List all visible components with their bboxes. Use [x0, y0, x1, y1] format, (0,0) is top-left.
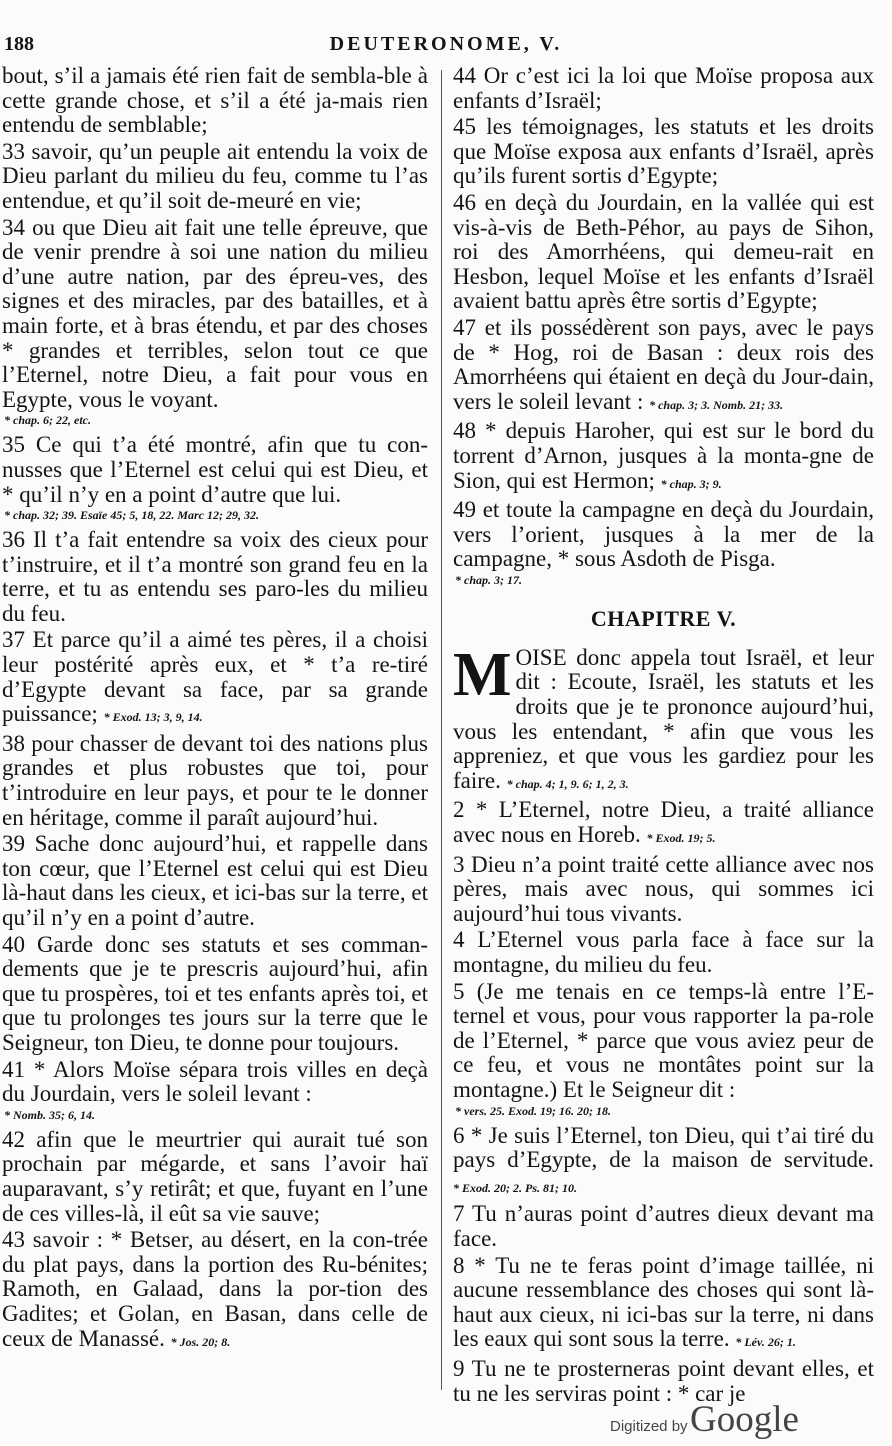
verse-text: OISE donc appela tout Israël, et leur dit : Ecoute, Israël, les statuts et les droits que je te prononce aujourd’hui, vous les entendant, * afin que vous les appreniez, et que vous les gardiez pour les faire. [453, 644, 874, 793]
verse-text: 40 Garde donc ses statuts et ses comman-dements que je te prescris aujourd’hui, afin que tu prospères, toi et tes enfants après toi, et que tu prolonges tes jours sur la terre que le Seigneur, ton Dieu, te donne pour toujours. [2, 931, 428, 1055]
verse [2, 732, 428, 830]
verse [453, 1254, 874, 1355]
verse [2, 1058, 428, 1107]
verse [453, 115, 874, 189]
google-logo: Google [690, 1399, 799, 1440]
verse [453, 798, 874, 850]
verse-text: 43 savoir : * Betser, au désert, en la con-trée du plat pays, dans la portion des Ru-bénites; Ramoth, en Galaad, dans la por-tion des Gadites; et Golan, en Basan, dans celle de ceux de Manassé. [2, 1227, 428, 1351]
verse [2, 1228, 428, 1354]
verse-text: 36 Il t’a fait entendre sa voix des cieux pour t’instruire, et il t’a montré son grand feu en la terre, et tu as entendu ses paro-les du milieu du feu. [2, 527, 428, 626]
cross-reference: * Jos. 20; 8. [170, 1334, 231, 1349]
cross-reference: * Exod. 19; 5. [646, 831, 716, 846]
cross-reference-note: * chap. 3; 17. [455, 572, 522, 587]
verse [453, 498, 874, 572]
verse [453, 191, 874, 314]
verse-text: 39 Sache donc aujourd’hui, et rappelle dans ton cœur, que l’Eternel est celui qui est Dieu là-haut dans les cieux, et ici-bas sur la terre, et qu’il n’y en a point d’autre. [2, 831, 428, 930]
verse [2, 64, 428, 138]
verse [453, 1124, 874, 1201]
verse-text: 2 * L’Eternel, notre Dieu, a traité alliance avec nous en Horeb. [453, 797, 874, 848]
left-column [2, 64, 428, 1356]
verse-text: 3 Dieu n’a point traité cette alliance avec nos pères, mais avec nous, qui sommes ici aujourd’hui tous vivants. [453, 851, 874, 926]
verse [2, 528, 428, 626]
verse [453, 640, 874, 797]
right-column [453, 64, 874, 1408]
verse-text: 6 * Je suis l’Eternel, ton Dieu, qui t’ai tiré du pays d’Egypte, de la maison de servitude. [453, 1122, 874, 1173]
page-number: 188 [4, 33, 34, 55]
right-column-verses [453, 64, 874, 588]
cross-reference-note: * Nomb. 35; 6, 14. [4, 1107, 95, 1122]
verse-text: 8 * Tu ne te feras point d’image taillée, ni aucune ressemblance des choses qui sont là-haut aux cieux, ni ici-bas sur la terre, ni dans les eaux qui sont sous la terre. [453, 1252, 874, 1352]
verse-text: 7 Tu n’auras point d’autres dieux devant ma face. [453, 1201, 874, 1251]
verse-text: 37 Et parce qu’il a aimé tes pères, il a choisi leur postérité après eux, et * t’a re-tiré d’Egypte devant sa face, par sa grande puissance; [2, 627, 428, 727]
chapter-body [453, 640, 874, 1406]
verse [453, 928, 874, 977]
verse [2, 832, 428, 930]
verse [2, 933, 428, 1056]
verse [453, 316, 874, 417]
cross-reference-note: * chap. 6; 22, etc. [4, 413, 91, 428]
verse-text: 45 les témoignages, les statuts et les droits que Moïse exposa aux enfants d’Israël, après qu’ils furent sortis d’Egypte; [453, 114, 874, 189]
column-divider [441, 70, 442, 1390]
cross-reference: * Exod. 13; 3, 9, 14. [103, 710, 203, 725]
verse [453, 419, 874, 496]
cross-reference: * chap. 3; 9. [660, 476, 722, 491]
cross-reference-note: * chap. 32; 39. Esaïe 45; 5, 18, 22. Marc 12; 29, 32. [4, 508, 259, 523]
verse [453, 853, 874, 927]
verse-text: 5 (Je me tenais en ce temps-là entre l’E-ternel et vous, pour vous rapporter la pa-role de l’Eternel, * parce que vous aviez peur de ce feu, et vous ne montâtes point sur la montagne.) Et le Seigneur dit : [453, 978, 874, 1102]
verse-text: 44 Or c’est ici la loi que Moïse proposa aux enfants d’Israël; [453, 63, 874, 113]
verse-text: bout, s’il a jamais été rien fait de sembla-ble à cette grande chose, et s’il a été ja-mais rien entendu de semblable; [2, 63, 428, 138]
verse-text: 46 en deçà du Jourdain, en la vallée qui est vis-à-vis de Beth-Péhor, au pays de Sihon, roi des Amorrhéens, qui demeu-rait en Hesbon, lequel Moïse et les enfants d’Israël avaient battu après être sortis d’Egypte; [453, 189, 874, 314]
verse-text: 35 Ce qui t’a été montré, afin que tu con-nusses que l’Eternel est celui qui est Dieu, et * qu’il n’y en a point d’autre que lui. [2, 432, 428, 507]
chapter-heading: CHAPITRE V. [590, 605, 737, 631]
verse-text: 48 * depuis Haroher, qui est sur le bord du torrent d’Arnon, jusques à la monta-gne de Sion, qui est Hermon; [453, 418, 874, 493]
verse-text: 47 et ils possédèrent son pays, avec le pays de * Hog, roi de Basan : deux rois des Amorrhéens qui étaient en deçà du Jour-dain, vers le soleil levant : [453, 314, 874, 414]
cross-reference: * Exod. 20; 2. Ps. 81; 10. [453, 1180, 577, 1195]
verse [2, 216, 428, 413]
verse [453, 1202, 874, 1251]
verse [2, 628, 428, 729]
verse-text: 38 pour chasser de devant toi des nations plus grandes et plus robustes que toi, pour t’introduire en leur pays, et pour te le donner en héritage, comme il paraît aujourd’hui. [2, 730, 428, 830]
cross-reference: * Lév. 26; 1. [735, 1335, 796, 1350]
watermark [610, 1399, 880, 1442]
verse-text: 42 afin que le meurtrier qui aurait tué son prochain par mégarde, et sans l’avoir haï auparavant, s’y retirât; et que, fuyant en l’une de ces villes-là, il eût sa vie sauve; [2, 1126, 428, 1226]
verse-text: 34 ou que Dieu ait fait une telle épreuve, que de venir prendre à soi une nation du milieu d’une autre nation, par des épreu-ves, des signes et des miracles, par des batailles, et à main forte, et à bras étendu, et par des choses * grandes et terribles, selon tout ce que l’Eternel, notre Dieu, a fait pour vous en Egypte, vous le voyant. [2, 214, 428, 412]
verse [2, 433, 428, 507]
running-title: DEUTERONOME, V. [329, 33, 563, 55]
cross-reference: * chap. 4; 1, 9. 6; 1, 2, 3. [506, 776, 629, 791]
verse [453, 1357, 874, 1406]
verse-text: 41 * Alors Moïse sépara trois villes en deçà du Jourdain, vers le soleil levant : [2, 1056, 428, 1107]
verse-text: 9 Tu ne te prosterneras point devant elles, et tu ne les serviras point : * car je [453, 1355, 874, 1406]
verse [453, 980, 874, 1103]
verse-text: 4 L’Eternel vous parla face à face sur la montagne, du milieu du feu. [453, 927, 874, 977]
verse-text: 33 savoir, qu’un peuple ait entendu la voix de Dieu parlant du milieu du feu, comme tu l’as entendue, et qu’il soit de-meuré en vie; [2, 138, 428, 213]
verse [453, 64, 874, 113]
cross-reference: * chap. 3; 3. Nomb. 21; 33. [649, 397, 784, 412]
verse [2, 140, 428, 214]
drop-cap: M [453, 640, 512, 709]
page-header [0, 30, 892, 60]
verse-text: 49 et toute la campagne en deçà du Jourdain, vers l’orient, jusques à la mer de la campagne, * sous Asdoth de Pisga. [453, 497, 874, 572]
watermark-prefix: Digitized by [610, 1418, 688, 1435]
verse [2, 1128, 428, 1226]
cross-reference-note: * vers. 25. Exod. 19; 16. 20; 18. [455, 1103, 611, 1118]
